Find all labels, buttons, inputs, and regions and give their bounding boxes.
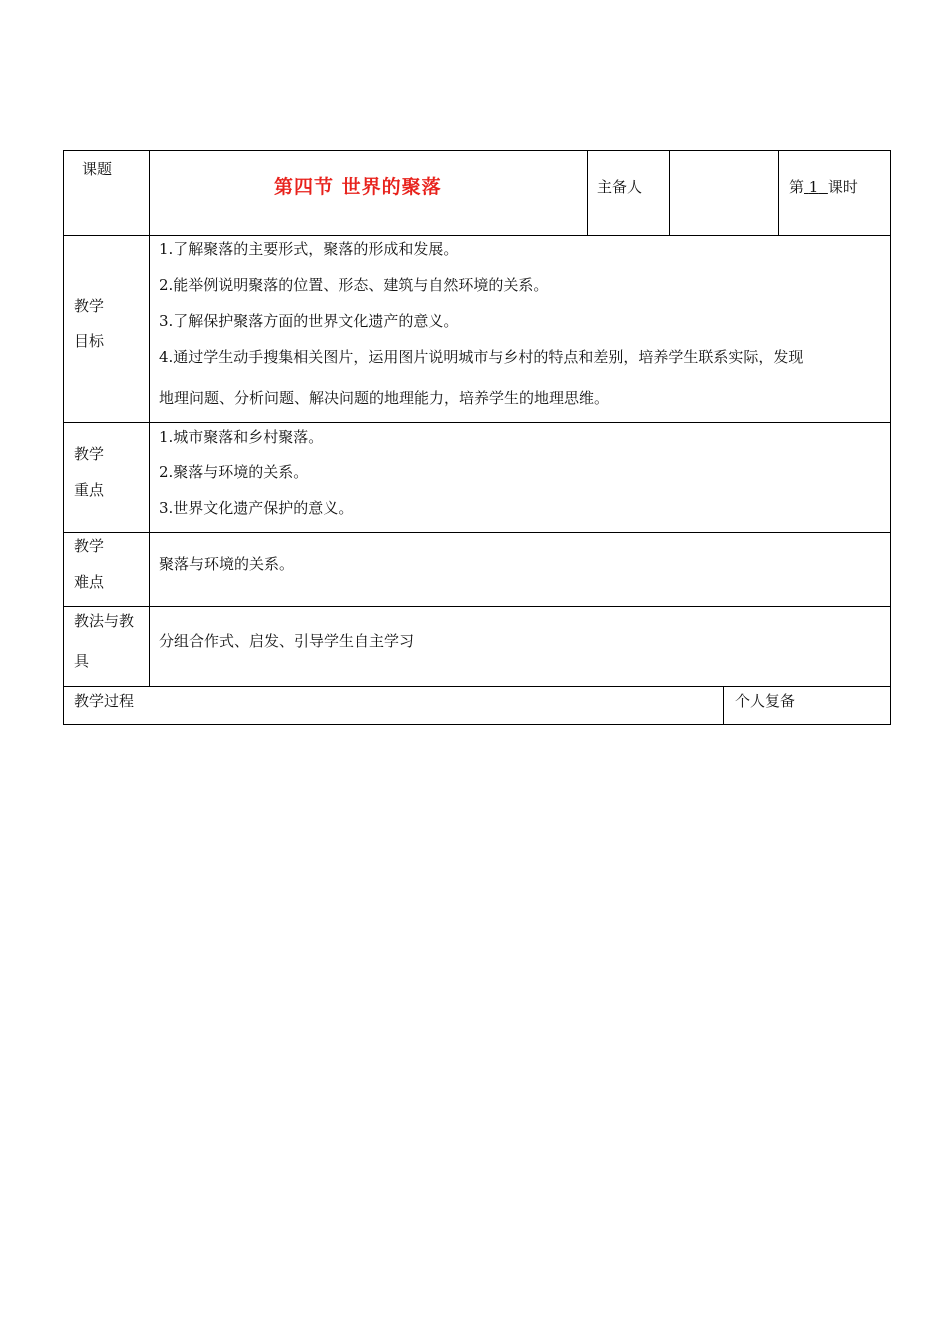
row-divider: [63, 422, 891, 423]
objective-item: 4.通过学生动手搜集相关图片，运用图片说明城市与乡村的特点和差别，培养学生联系实际，发现: [159, 348, 804, 366]
table-border-top: [63, 150, 891, 151]
page-title: 第四节 世界的聚落: [274, 176, 442, 198]
key-point-item: 3.世界文化遗产保护的意义。: [159, 499, 354, 517]
preparer-label: 主备人: [597, 178, 643, 196]
objective-item: 2.能举例说明聚落的位置、形态、建筑与自然环境的关系。: [159, 276, 549, 294]
methods-label-2: 具: [74, 652, 90, 670]
lesson-prefix: 第: [789, 178, 805, 196]
objectives-label-2: 目标: [74, 332, 105, 350]
label-column-divider: [149, 150, 150, 687]
lesson-suffix: 课时: [827, 178, 858, 196]
table-border-right: [890, 150, 891, 725]
methods-label-1: 教法与教: [74, 612, 135, 630]
lesson-number: 1: [808, 178, 819, 196]
personal-notes-label: 个人复备: [735, 692, 796, 710]
key-point-item: 2.聚落与环境的关系。: [159, 463, 309, 481]
lesson-number-field: [789, 178, 858, 196]
row-divider: [63, 235, 891, 236]
objective-item: 1.了解聚落的主要形式，聚落的形成和发展。: [159, 240, 459, 258]
row-divider: [63, 606, 891, 607]
difficulties-label-1: 教学: [74, 537, 105, 555]
methods-text: 分组合作式、启发、引导学生自主学习: [159, 632, 415, 650]
difficulties-label-2: 难点: [74, 573, 105, 591]
objective-item: 地理问题、分析问题、解决问题的地理能力，培养学生的地理思维。: [159, 389, 610, 407]
header-divider: [669, 150, 670, 236]
key-points-label-2: 重点: [74, 481, 105, 499]
topic-label: 课题: [82, 160, 113, 178]
table-border-bottom: [63, 724, 891, 725]
key-point-item: 1.城市聚落和乡村聚落。: [159, 428, 324, 446]
process-label: 教学过程: [74, 692, 135, 710]
objectives-label-1: 教学: [74, 297, 105, 315]
header-divider: [587, 150, 588, 236]
key-points-label-1: 教学: [74, 445, 105, 463]
objective-item: 3.了解保护聚落方面的世界文化遗产的意义。: [159, 312, 459, 330]
table-border-left: [63, 150, 64, 725]
row-divider: [63, 532, 891, 533]
difficulties-text: 聚落与环境的关系。: [159, 555, 295, 573]
header-divider: [778, 150, 779, 236]
process-divider: [723, 686, 724, 725]
row-divider: [63, 686, 891, 687]
